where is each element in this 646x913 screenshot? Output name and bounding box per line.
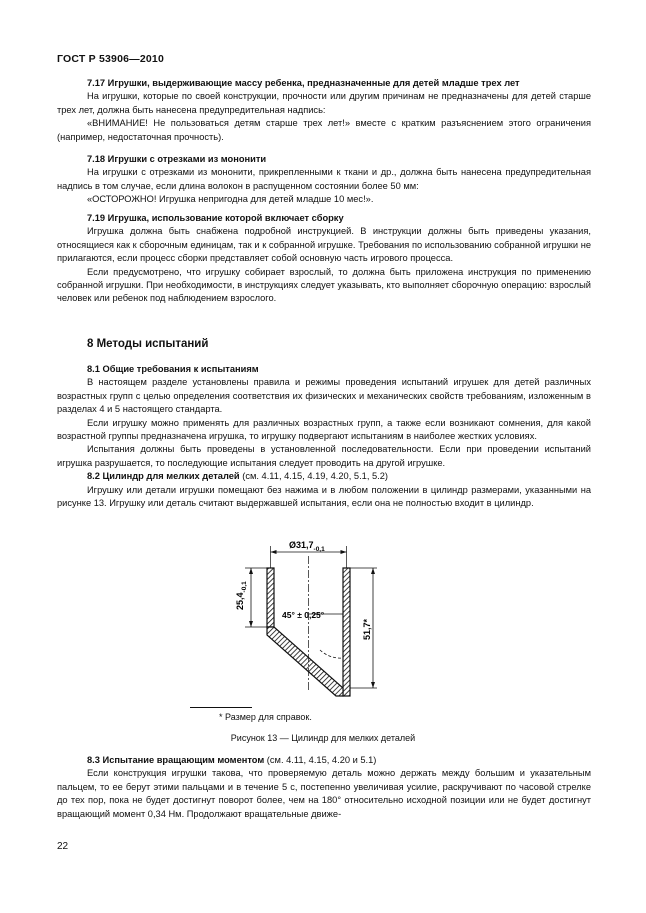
heading-8-1: 8.1 Общие требования к испытаниям <box>87 364 259 374</box>
paragraph: Испытания должны быть проведены в установленной последовательности. Если при проведении испытаний игрушка разрушается, то последующие испытания следует проводить на другой игрушке. <box>57 444 591 468</box>
cylinder-sloped-bottom <box>267 627 343 696</box>
figure-footnote: * Размер для справок. <box>219 712 312 722</box>
section-8-3 <box>57 754 591 821</box>
label-diameter: $Ø31,7_{-0,1}$ <box>289 540 325 553</box>
figure-caption: Рисунок 13 — Цилиндр для мелких деталей <box>230 733 416 743</box>
cylinder-left-wall <box>267 568 274 627</box>
label-height-right: 51,7* <box>362 618 372 640</box>
page-number: 22 <box>57 841 69 852</box>
section-7-19 <box>57 212 591 306</box>
cylinder-figure <box>225 532 400 702</box>
document-header: ГОСТ Р 53906—2010 <box>57 53 165 65</box>
section-8-1 <box>57 363 591 510</box>
paragraph: «ВНИМАНИЕ! Не пользоваться детям старше трех лет!» вместе с кратким разъяснением этого ограничения (например, недостаточная прочность). <box>57 118 591 142</box>
heading-7-17: 7.17 Игрушки, выдерживающие массу ребенка, предназначенные для детей младше трех лет <box>87 78 520 88</box>
heading-8-3-title: 8.3 Испытание вращающим моментом <box>87 755 265 765</box>
heading-7-19: 7.19 Игрушка, использование которой включает сборку <box>87 213 344 223</box>
paragraph: Игрушку или детали игрушки помещают без нажима и в любом положении в цилиндр размерами, указанными на рисунке 13. Игрушку или деталь считают выдержавшей испытания, если она не полностью входит в цилиндр. <box>57 484 591 509</box>
section-7-18 <box>57 153 591 207</box>
heading-8: 8 Методы испытаний <box>87 338 209 350</box>
heading-7-18: 7.18 Игрушки с отрезками из мононити <box>87 154 267 164</box>
paragraph: На игрушки с отрезками из мононити, прикрепленными к ткани и др., должна быть нанесена предупредительная надпись в том случае, если длина волокон в распущенном состоянии более 50 мм: <box>57 167 591 191</box>
heading-8-3-ref: (см. 4.11, 4.15, 4.20 и 5.1) <box>264 755 377 765</box>
paragraph: Если конструкция игрушки такова, что проверяемую деталь можно держать между большим и указательным пальцем, то ее берут этими пальцами и в течение 5 с, постепенно увеличивая усилие, раскручивают по часовой стрелке до тех пор, пока не будет достигнут поворот более, чем на 180° относительно исходной позиции или не будет достигнут вращающий момент 0,34 Нм. Продолжают вращательные движе- <box>57 768 591 819</box>
label-angle: 45° ± 0,25° <box>282 610 325 620</box>
section-7-17 <box>57 77 591 144</box>
cylinder-right-wall <box>343 568 350 696</box>
heading-8-2-ref: (см. 4.11, 4.15, 4.19, 4.20, 5.1, 5.2) <box>239 471 389 482</box>
paragraph: В настоящем разделе установлены правила и режимы проведения испытаний игрушек для детей различных возрастных групп с целью определения соответствия их физических и механических свойств требованиям, изложенным в разделах 4 и 5 настоящего стандарта. <box>57 377 591 415</box>
section-8 <box>57 338 591 351</box>
paragraph: На игрушки, которые по своей конструкции, прочности или другим причинам не предназначены для детей старше трех лет, должна быть нанесена предупредительная надпись: <box>57 91 591 115</box>
heading-8-3 <box>57 754 591 767</box>
heading-8-2-title: 8.2 Цилиндр для мелких деталей <box>87 471 240 482</box>
footnote-rule <box>190 707 252 708</box>
paragraph: Игрушка должна быть снабжена подробной инструкцией. В инструкции должны быть приведены указания, относящиеся как к сборочным единицам, так и к собранной игрушке. Требования по использованию собранной игрушки не прилагаются, если процесс сборки представляет собой основную часть игрового процесса. <box>57 226 591 264</box>
paragraph: Если предусмотрено, что игрушку собирает взрослый, то должна быть приложена инструкция по применению собранной игрушки. При необходимости, в инструкциях следует указывать, кто выполняет сборочную операцию: взрослый человек или ребенок под наблюдением взрослого. <box>57 266 591 304</box>
label-height-left: $25,4_{-0,1}$ <box>235 581 248 610</box>
heading-8-2 <box>57 470 591 483</box>
paragraph: «ОСТОРОЖНО! Игрушка непригодна для детей младше 10 мес!». <box>87 194 374 205</box>
paragraph: Если игрушку можно применять для различных возрастных групп, а также если возникают сомнения, для какой возрастной группы предназначена игрушка, то игрушку подвергают испытаниям в наиболее жестких условиях. <box>57 417 591 442</box>
